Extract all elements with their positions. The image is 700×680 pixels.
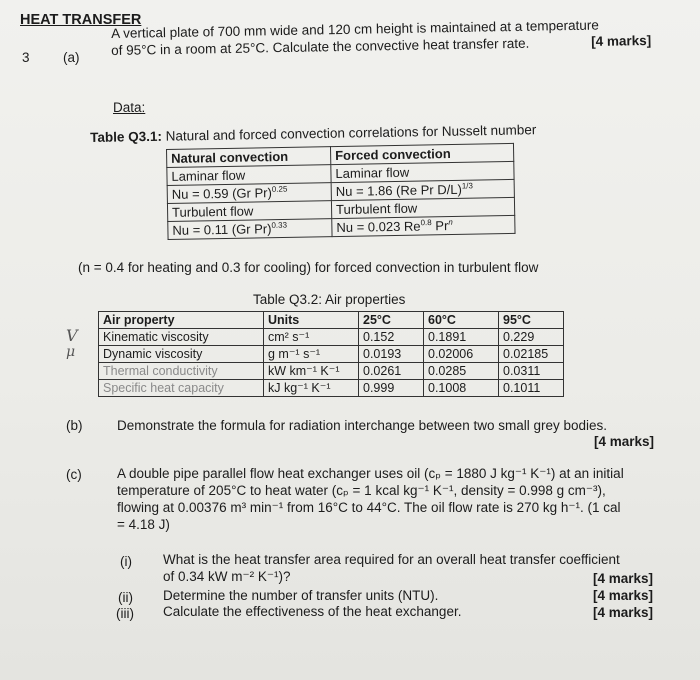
table-cell: 0.999 <box>359 380 424 397</box>
table-cell: 0.152 <box>359 329 424 346</box>
part-c-line: = 4.18 J) <box>117 517 170 532</box>
part-c-line: A double pipe parallel flow heat exchanger uses oil (cₚ = 1880 J kg⁻¹ K⁻¹) at an initial <box>117 466 624 481</box>
table-cell: Turbulent flow <box>167 201 331 222</box>
formula-text: Nu = 0.023 Re <box>336 218 421 235</box>
table-cell: Turbulent flow <box>331 197 514 218</box>
part-a-line2: of 95°C in a room at 25°C. Calculate the convective heat transfer rate. <box>111 35 530 58</box>
sub-label: (iii) <box>116 606 134 621</box>
question-number: 3 <box>22 50 30 65</box>
formula-text: Pr <box>431 217 449 233</box>
table-header: Air property <box>99 312 264 329</box>
sub-question-text: Determine the number of transfer units (NTU). <box>163 588 439 603</box>
table-row <box>99 312 564 329</box>
table-cell: Laminar flow <box>331 161 514 182</box>
formula-exponent: 1/3 <box>461 180 473 191</box>
sub-question-text: Calculate the effectiveness of the heat exchanger. <box>163 604 462 619</box>
part-c-label: (c) <box>66 467 82 482</box>
table-header: 25°C <box>359 312 424 329</box>
sub-question-text: of 0.34 kW m⁻² K⁻¹)? <box>163 569 291 584</box>
part-a-label: (a) <box>63 50 80 65</box>
table-cell: 0.1891 <box>424 329 499 346</box>
part-b-marks: [4 marks] <box>594 434 655 449</box>
sub-label: (i) <box>120 554 132 569</box>
table-cell: 0.1008 <box>424 380 499 397</box>
formula-exponent: 0.8 <box>420 217 432 227</box>
formula-text: Nu = 1.86 (Re Pr D/L) <box>335 181 462 199</box>
part-c-line: temperature of 205°C to heat water (cₚ = 1 kcal kg⁻¹ K⁻¹, density = 0.998 g cm⁻³), <box>117 483 606 498</box>
sub-marks: [4 marks] <box>593 588 654 603</box>
formula-text: Nu = 0.11 (Gr Pr) <box>172 220 272 238</box>
table-cell: g m⁻¹ s⁻¹ <box>264 346 359 363</box>
table-row <box>99 363 564 380</box>
table-correlations <box>166 143 516 240</box>
part-b-text: Demonstrate the formula for radiation interchange between two small grey bodies. <box>117 418 608 433</box>
table-cell: Laminar flow <box>167 165 331 186</box>
table1-caption-number: Table Q3.1: <box>90 128 163 145</box>
table-cell: 0.0261 <box>359 363 424 380</box>
table-header: Units <box>264 312 359 329</box>
table-cell: 0.1011 <box>499 380 564 397</box>
table-header: 60°C <box>424 312 499 329</box>
formula-exponent: n <box>448 217 453 227</box>
table-cell: 0.02185 <box>499 346 564 363</box>
handwritten-mark: μ <box>66 344 76 360</box>
table-cell: kW km⁻¹ K⁻¹ <box>264 363 359 380</box>
table-cell: Kinematic viscosity <box>99 329 264 346</box>
table-row <box>99 380 564 397</box>
table-row <box>99 346 564 363</box>
table-header: Forced convection <box>330 143 513 164</box>
handwritten-mark: V <box>66 326 78 345</box>
part-c-line: flowing at 0.00376 m³ min⁻¹ from 16°C to 44°C. The oil flow rate is 270 kg h⁻¹. (1 cal <box>117 500 621 515</box>
part-a-marks: [4 marks] <box>591 32 652 49</box>
table-cell: 0.229 <box>499 329 564 346</box>
sub-marks: [4 marks] <box>593 571 654 586</box>
table-cell: 0.0193 <box>359 346 424 363</box>
table-cell: Thermal conductivity <box>99 363 264 380</box>
table-cell: Specific heat capacity <box>99 380 264 397</box>
formula-exponent: 0.25 <box>271 184 288 194</box>
sub-marks: [4 marks] <box>593 605 654 620</box>
part-b-label: (b) <box>66 418 83 433</box>
turbulent-note: (n = 0.4 for heating and 0.3 for cooling) for forced convection in turbulent flow <box>78 260 539 275</box>
table-cell: kJ kg⁻¹ K⁻¹ <box>264 380 359 397</box>
formula-exponent: 0.33 <box>271 220 288 230</box>
part-a-line1: A vertical plate of 700 mm wide and 120 cm height is maintained at a temperature <box>111 17 599 41</box>
table-cell: 0.02006 <box>424 346 499 363</box>
table-row <box>99 329 564 346</box>
table1-caption <box>90 122 536 146</box>
table-cell: 0.0311 <box>499 363 564 380</box>
table-cell: Dynamic viscosity <box>99 346 264 363</box>
table-cell: 0.0285 <box>424 363 499 380</box>
table-cell: cm² s⁻¹ <box>264 329 359 346</box>
table-air-properties <box>98 311 564 397</box>
data-label: Data: <box>113 100 146 115</box>
table-cell <box>332 215 515 236</box>
table2-caption: Table Q3.2: Air properties <box>253 292 406 307</box>
formula-text: Nu = 0.59 (Gr Pr) <box>171 184 272 202</box>
table-header: Natural convection <box>167 147 331 168</box>
sub-question-text: What is the heat transfer area required for an overall heat transfer coefficient <box>163 552 620 567</box>
table1-caption-text: Natural and forced convection correlations for Nusselt number <box>161 122 537 144</box>
page-heading: HEAT TRANSFER <box>20 12 142 28</box>
table-cell <box>168 219 332 240</box>
sub-label: (ii) <box>118 590 133 605</box>
table-header: 95°C <box>499 312 564 329</box>
